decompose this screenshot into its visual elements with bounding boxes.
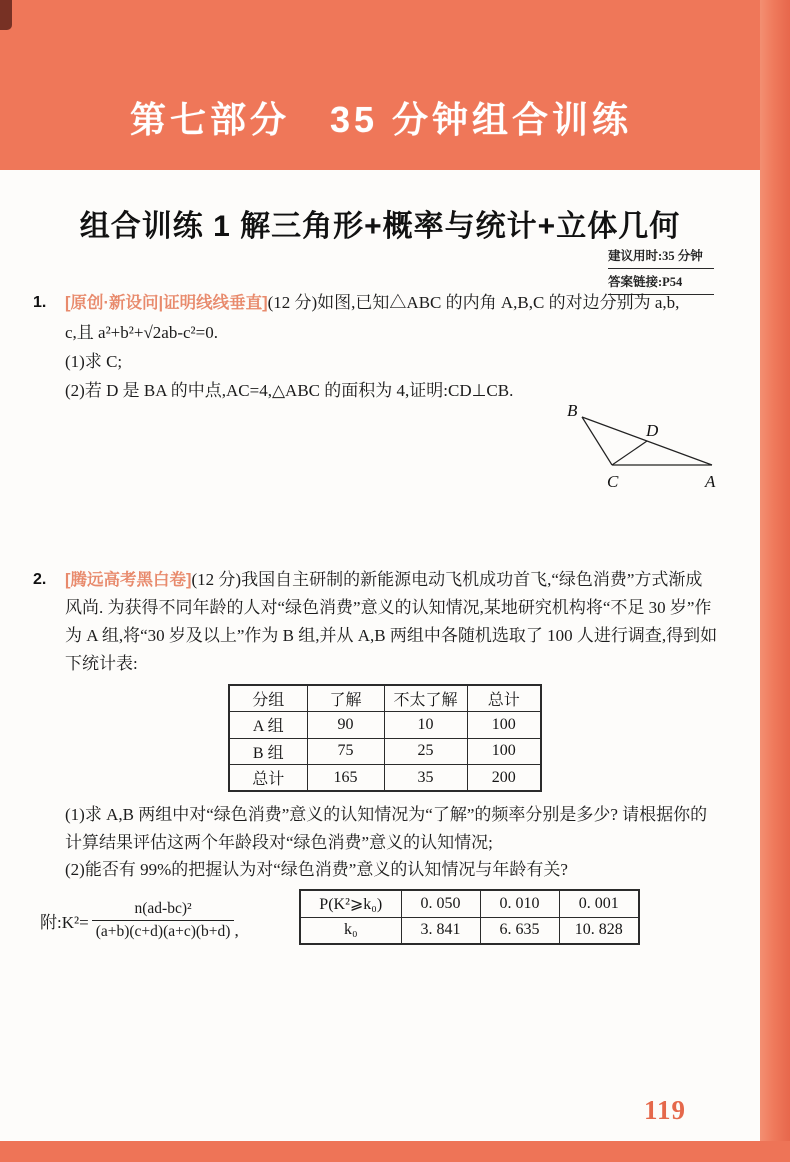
table-header-cell: 不太了解 bbox=[384, 685, 467, 712]
part-title: 第七部分 35 分钟组合训练 bbox=[129, 99, 633, 140]
table-cell: 165 bbox=[307, 765, 384, 792]
suggested-time: 建议用时:35 分钟 bbox=[608, 243, 714, 269]
vertex-label-A: A bbox=[705, 472, 716, 491]
q2-source-tag: [腾远高考黑白卷] bbox=[65, 571, 192, 589]
q2-number: 2. bbox=[33, 571, 47, 588]
q2-questions bbox=[65, 801, 761, 884]
right-page-border bbox=[760, 0, 790, 1162]
survey-header-row bbox=[229, 685, 541, 712]
table-cell: 100 bbox=[467, 738, 541, 765]
vertex-label-B: B bbox=[567, 401, 578, 420]
q2-line1 bbox=[33, 566, 761, 594]
table-cell: 35 bbox=[384, 765, 467, 792]
problem-1 bbox=[33, 288, 761, 405]
q2-part1-line1: (1)求 A,B 两组中对“绿色消费”意义的认知情况为“了解”的频率分别是多少? 请根据你的 bbox=[65, 805, 708, 824]
scan-corner-shadow bbox=[0, 0, 12, 30]
table-cell: 0. 001 bbox=[559, 890, 639, 917]
table-row bbox=[229, 712, 541, 739]
q1-source-tag: [原创·新设问|证明线线垂直] bbox=[65, 294, 268, 312]
table-cell: 总计 bbox=[229, 765, 307, 792]
q2-part2: (2)能否有 99%的把握认为对“绿色消费”意义的认知情况与年龄有关? bbox=[65, 860, 568, 879]
table-cell: 90 bbox=[307, 712, 384, 739]
table-cell: B 组 bbox=[229, 738, 307, 765]
table-cell: 75 bbox=[307, 738, 384, 765]
formula-fraction bbox=[92, 900, 235, 941]
formula-comma: , bbox=[234, 921, 239, 940]
table-cell: 0. 050 bbox=[401, 890, 480, 917]
answer-link: 答案链接:P54 bbox=[608, 269, 714, 295]
q1-intro-line1 bbox=[33, 288, 761, 318]
fraction-denominator: (a+b)(c+d)(a+c)(b+d) bbox=[92, 920, 235, 941]
vertex-label-D: D bbox=[646, 421, 659, 440]
triangle-figure bbox=[553, 398, 751, 496]
table-cell: A 组 bbox=[229, 712, 307, 739]
table-cell: 10. 828 bbox=[559, 917, 639, 944]
q2-line4: 下统计表: bbox=[65, 654, 138, 673]
q1-part1: (1)求 C; bbox=[65, 352, 123, 371]
q2-intro-text: (12 分)我国自主研制的新能源电动飞机成功首飞,“绿色消费”方式渐成 bbox=[191, 570, 703, 589]
critical-value-table bbox=[299, 889, 640, 945]
q2-line3: 为 A 组,将“30 岁及以上”作为 B 组,并从 A,B 两组中各随机选取了 100 人进行调查,得到如 bbox=[65, 626, 718, 645]
q1-intro-line2: c,且 a²+b²+√2ab-c²=0. bbox=[65, 323, 218, 342]
segment-CD bbox=[612, 441, 647, 465]
q1-part2: (2)若 D 是 BA 的中点,AC=4,△ABC 的面积为 4,证明:CD⊥CB. bbox=[65, 381, 514, 400]
formula-prefix: 附:K²= bbox=[40, 912, 89, 932]
table-cell: 3. 841 bbox=[401, 917, 480, 944]
table-cell: 200 bbox=[467, 765, 541, 792]
q1-intro-text: (12 分)如图,已知△ABC 的内角 A,B,C 的对边分别为 a,b, bbox=[267, 293, 680, 312]
problem-2 bbox=[33, 566, 761, 678]
table-header-cell: 了解 bbox=[307, 685, 384, 712]
q2-part1-line2: 计算结果评估这两个年龄段对“绿色消费”意义的认知情况; bbox=[65, 832, 493, 852]
table-header-cell: 总计 bbox=[467, 685, 541, 712]
top-banner bbox=[0, 0, 790, 170]
table-cell: 100 bbox=[467, 712, 541, 739]
table-cell: 10 bbox=[384, 712, 467, 739]
bottom-page-border bbox=[0, 1141, 790, 1162]
survey-table bbox=[228, 684, 542, 792]
table-row bbox=[229, 738, 541, 765]
table-header-cell: 分组 bbox=[229, 685, 307, 712]
q2-line2: 风尚. 为获得不同年龄的人对“绿色消费”意义的认知情况,某地研究机构将“不足 30 岁”作 bbox=[65, 598, 712, 617]
section-title: 组合训练 1 解三角形+概率与统计+立体几何 bbox=[79, 210, 681, 243]
table-cell: 0. 010 bbox=[480, 890, 559, 917]
table-row bbox=[300, 890, 639, 917]
fraction-numerator: n(ad-bc)² bbox=[134, 899, 192, 917]
k-squared-formula bbox=[40, 893, 239, 947]
table-cell: k₀ bbox=[300, 917, 401, 944]
page-number: 119 bbox=[644, 1095, 687, 1125]
table-cell: P(K²⩾k₀) bbox=[300, 890, 401, 917]
table-cell: 25 bbox=[384, 738, 467, 765]
side-BC bbox=[582, 417, 612, 465]
vertex-label-C: C bbox=[607, 472, 619, 491]
table-cell: 6. 635 bbox=[480, 917, 559, 944]
q1-number: 1. bbox=[33, 294, 47, 311]
table-row bbox=[229, 765, 541, 792]
table-row bbox=[300, 917, 639, 944]
